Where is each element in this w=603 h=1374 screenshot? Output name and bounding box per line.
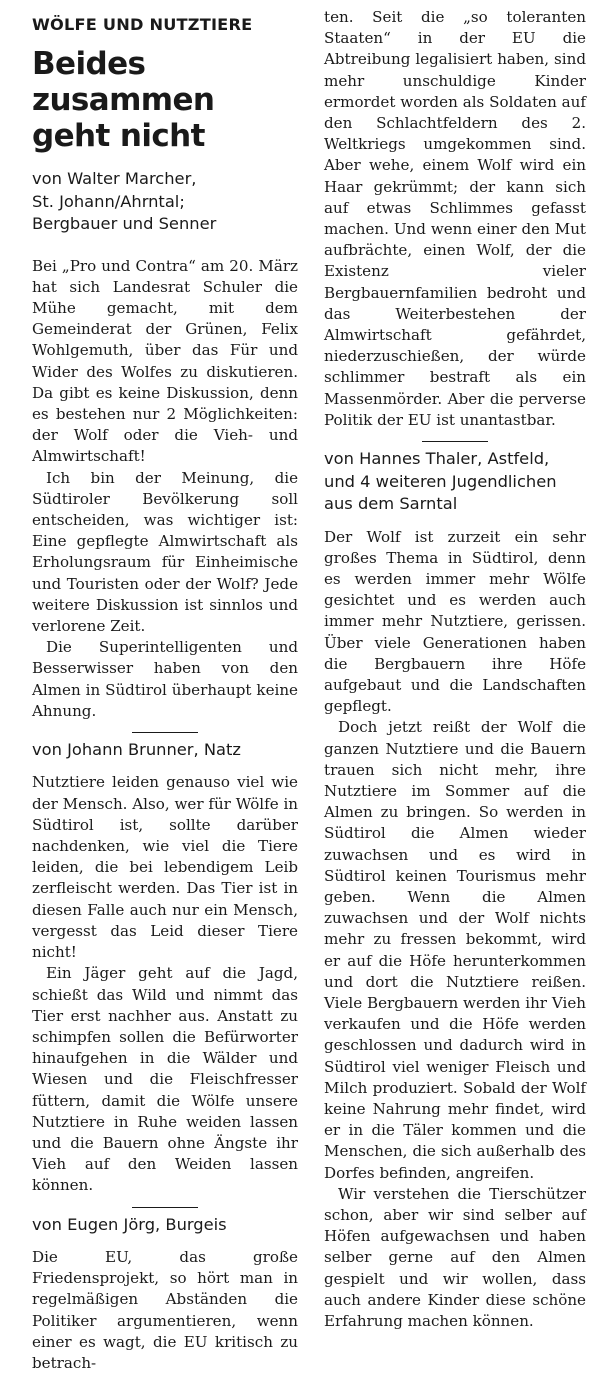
headline: [32, 46, 298, 154]
byline-line: Bergbauer und Senner: [32, 214, 217, 233]
kicker: WÖLFE UND NUTZTIERE: [32, 15, 253, 34]
divider: [422, 441, 488, 442]
paragraph: Nutztiere leiden genauso viel wie der Mensch. Also, wer für Wölfe in Südtirol ist, sollte darüber nachdenken, wie viel die Tiere leiden, die bei lebendigem Leib zerfleischt werden. Das Tier ist in diesen Falle auch nur ein Mensch, vergesst das Leid dieser Tiere nicht!: [32, 773, 298, 962]
headline-line-1: Beides zusammen: [32, 46, 215, 118]
byline-letter-2: [32, 739, 298, 762]
paragraph: Ein Jäger geht auf die Jagd, schießt das Wild und nimmt das Tier erst nachher aus. Anstatt zu schimpfen sollen die Befürworter hinaufgehen in die Wälder und Wiesen und die Fleischfresser füttern, damit die Wölfe unsere Nutztiere in Ruhe weiden lassen und die Bauern ohne Ängste ihr Vieh auf den Weiden lassen können.: [32, 964, 298, 1195]
byline-line: von Johann Brunner, Natz: [32, 739, 241, 759]
byline-line: aus dem Sarntal: [324, 494, 458, 514]
paragraph: Doch jetzt reißt der Wolf die ganzen Nutztiere und die Bauern trauen sich nicht mehr, ihre Nutztiere im Sommer auf die Almen zu bringen. So werden in Südtirol die Almen wieder zuwachsen und es wird in Südtirol keinen Tourismus mehr geben. Wenn die Almen zuwachsen und der Wolf nichts mehr zu fressen bekommt, wird er auf die Höfe herunterkommen und dort die Nutztiere reißen. Viele Bergbauern werden ihr Vieh verkaufen und die Höfe werden geschlossen und dadurch wird in Südtirol viel weniger Fleisch und Milch produziert. Sobald der Wolf keine Nahrung mehr findet, wird er in die Täler kommen und die Menschen, die sich außerhalb des Dorfes befinden, angreifen.: [324, 718, 586, 1182]
divider: [132, 732, 198, 733]
byline-line: und 4 weiteren Jugendlichen: [324, 471, 557, 491]
byline-letter-1: [32, 168, 298, 236]
paragraph: Der Wolf ist zurzeit ein sehr großes Thema in Südtirol, denn es werden immer mehr Wölfe gesichtet und es werden auch immer mehr Nutztiere, gerissen. Über viele Generationen haben die Bergbauern ihre Höfe aufgebaut und die Landschaften gepflegt.: [324, 527, 586, 716]
byline-letter-3: [32, 1214, 298, 1237]
paragraph-continued: ten. Seit die „so toleranten Staaten“ in der EU die Abtreibung legalisiert haben, sind mehr unschuldige Kinder ermordet worden als Soldaten auf den Schlachtfeldern des 2. Weltkriegs umgekommen sind. Aber wehe, einem Wolf wird ein Haar gekrümmt; der kann sich auf etwas Schlimmes gefasst machen. Und wenn einer den Mut aufbrächte, einen Wolf, der die Existenz vieler Bergbauernfamilien bedroht und das Weiterbestehen der Almwirtschaft gefährdet, niederzuschießen, der würde schlimmer bestraft als ein Massenmörder. Aber die perverse Politik der EU ist unantastbar.: [324, 8, 586, 429]
paragraph: Die EU, das große Friedensprojekt, so hört man in regelmäßigen Abständen die Politiker argumentieren, wenn einer es wagt, die EU kritisch zu betrach-: [32, 1248, 298, 1373]
paragraph: Bei „Pro und Contra“ am 20. März hat sich Landesrat Schuler die Mühe gemacht, mit dem Gemeinderat der Grünen, Felix Wohlgemuth, über das Für und Wider des Wolfes zu diskutieren. Da gibt es keine Diskussion, denn es bestehen nur 2 Möglichkeiten: der Wolf oder die Vieh- und Almwirtschaft!: [32, 256, 298, 466]
headline-line-2: geht nicht: [32, 118, 205, 154]
left-column: [32, 0, 298, 1373]
paragraph: Wir verstehen die Tierschützer schon, aber wir sind selber auf Höfen aufgewachsen und haben selber gerne auf den Almen gespielt und wir wollen, dass auch andere Kinder diese schöne Erfahrung machen können.: [324, 1184, 586, 1331]
divider: [132, 1207, 198, 1208]
paragraph: Die Superintelligenten und Besserwisser haben von den Almen in Südtirol überhaupt keine Ahnung.: [32, 638, 298, 720]
byline-letter-4: [324, 448, 586, 516]
byline-line: von Eugen Jörg, Burgeis: [32, 1214, 227, 1234]
byline-line: St. Johann/Ahrntal;: [32, 191, 185, 211]
right-column: [324, 0, 586, 1352]
byline-line: von Walter Marcher,: [32, 169, 197, 188]
byline-line: von Hannes Thaler, Astfeld,: [324, 449, 550, 469]
paragraph: Ich bin der Meinung, die Südtiroler Bevölkerung soll entscheiden, was wichtiger ist: Eine gepflegte Almwirtschaft als Erholungsraum für Einheimische und Touristen oder der Wolf? Jede weitere Diskussion ist sinnlos und verlorene Zeit.: [32, 468, 298, 635]
